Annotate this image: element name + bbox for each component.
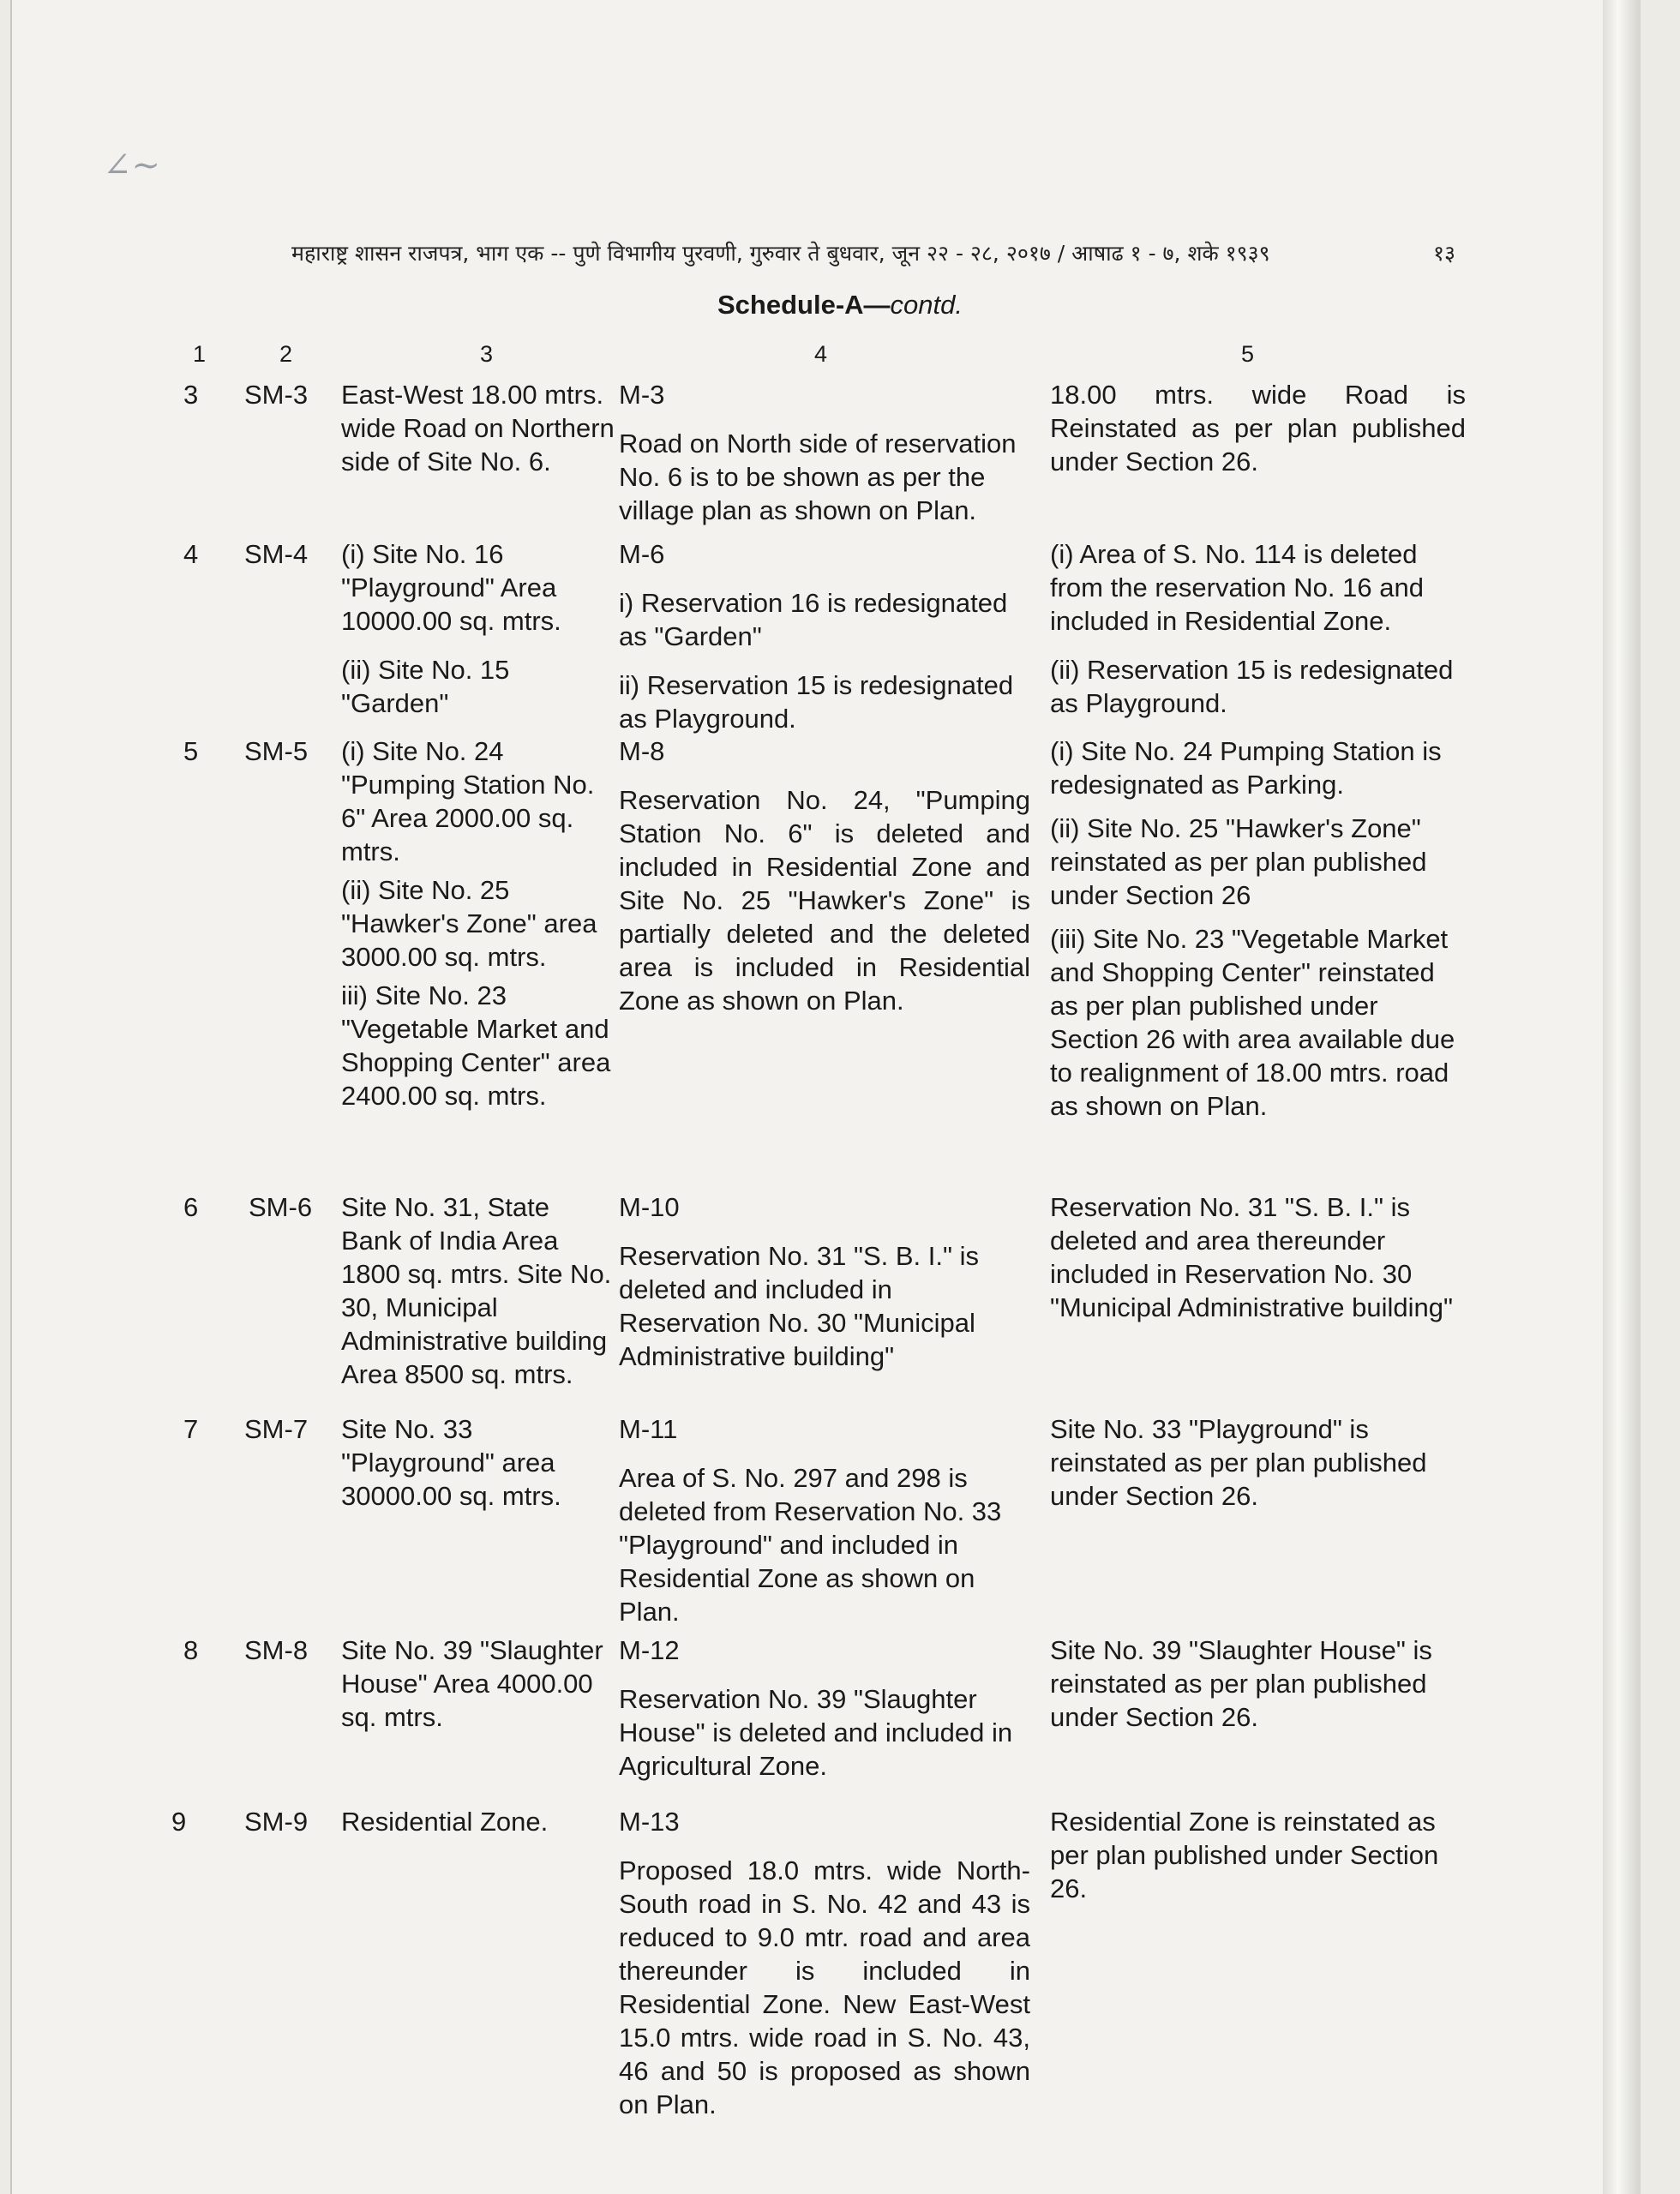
original-site-text xyxy=(341,734,615,1128)
serial-number: 3 xyxy=(183,380,199,410)
original-site-text xyxy=(341,1805,615,1854)
serial-number: 4 xyxy=(183,539,199,569)
sanction-description: Reservation No. 31 "S. B. I." is deleted and area thereunder included in Reservation No. 30 "Municipal Administrative building" xyxy=(1050,1192,1454,1322)
modification-text xyxy=(619,734,1030,1033)
sm-code: SM-4 xyxy=(244,539,309,569)
sanction-description: 18.00 mtrs. wide Road is Reinstated as per plan published under Section 26. xyxy=(1050,380,1466,477)
modification-description: Road on North side of reservation No. 6 is to be shown as per the village plan as shown on Plan. xyxy=(619,429,1017,525)
column-number: 2 xyxy=(279,341,293,367)
original-site-text xyxy=(341,537,615,735)
sanction-description: Site No. 39 "Slaughter House" is reinstated as per plan published under Section 26. xyxy=(1050,1635,1432,1732)
original-site-text xyxy=(341,1412,615,1528)
modification-text xyxy=(619,1634,1030,1798)
sm-code: SM-8 xyxy=(244,1635,309,1665)
modification-description: Proposed 18.0 mtrs. wide North-South road in S. No. 42 and 43 is reduced to 9.0 mtr. road and area thereunder is included in Residential Zone. New East-West 15.0 mtrs. wide road in S. No. 43, 46 and 50 is proposed as shown on Plan. xyxy=(619,1855,1030,2119)
sanction-text xyxy=(1050,1634,1466,1749)
serial-number: 8 xyxy=(183,1635,199,1665)
sm-code: SM-5 xyxy=(244,736,309,766)
modification-code: M-6 xyxy=(619,539,665,569)
modification-text xyxy=(619,1412,1030,1644)
modification-code: M-10 xyxy=(619,1192,680,1222)
page-edge xyxy=(1603,0,1641,2194)
site-description: Site No. 31, State Bank of India Area 1800 sq. mtrs. Site No. 30, Municipal Administrative building Area 8500 sq. mtrs. xyxy=(341,1192,612,1389)
modification-text xyxy=(619,537,1030,751)
site-description: Residential Zone. xyxy=(341,1807,549,1837)
modification-description: Reservation No. 24, "Pumping Station No. 6" is deleted and included in Residential Zone and Site No. 25 "Hawker's Zone" is partially deleted and the deleted area is included in Residential Zone as shown on Plan. xyxy=(619,785,1030,1016)
modification-description: ii) Reservation 15 is redesignated as Playground. xyxy=(619,670,1014,734)
schedule-title xyxy=(0,290,1680,321)
original-site-text xyxy=(341,1190,614,1406)
modification-code: M-13 xyxy=(619,1807,680,1837)
sanction-text xyxy=(1050,1412,1466,1528)
serial-number: 5 xyxy=(183,736,199,766)
running-header: महाराष्ट्र शासन राजपत्र, भाग एक -- पुणे विभागीय पुरवणी, गुरुवार ते बुधवार, जून २२ - २८, २०१७ / आषाढ १ - ७, शके १९३९ xyxy=(291,241,1270,266)
sanction-description: (ii) Reservation 15 is redesignated as Playground. xyxy=(1050,655,1454,718)
site-description: (ii) Site No. 25 "Hawker's Zone" area 3000.00 sq. mtrs. xyxy=(341,875,597,972)
column-number-row xyxy=(0,341,1680,372)
modification-code: M-11 xyxy=(619,1414,678,1444)
site-description: East-West 18.00 mtrs. wide Road on Northern side of Site No. 6. xyxy=(341,380,615,477)
modification-text xyxy=(619,378,1030,543)
column-number: 1 xyxy=(193,341,207,367)
sm-code: SM-6 xyxy=(249,1192,313,1222)
column-number: 5 xyxy=(1241,341,1255,367)
sanction-text xyxy=(1050,734,1466,1138)
original-site-text xyxy=(341,1634,615,1749)
sanction-text xyxy=(1050,1805,1466,1921)
sm-code: SM-9 xyxy=(244,1807,309,1837)
modification-code: M-8 xyxy=(619,736,665,766)
modification-description: i) Reservation 16 is redesignated as "Garden" xyxy=(619,588,1008,651)
original-site-text xyxy=(341,378,615,494)
serial-number: 9 xyxy=(171,1807,187,1837)
site-description: (i) Site No. 24 "Pumping Station No. 6" Area 2000.00 sq. mtrs. xyxy=(341,736,595,866)
site-description: Site No. 39 "Slaughter House" Area 4000.00 sq. mtrs. xyxy=(341,1635,603,1732)
page-number: १३ xyxy=(1433,241,1456,266)
sanction-description: (i) Area of S. No. 114 is deleted from the reservation No. 16 and included in Residential Zone. xyxy=(1050,539,1424,636)
sanction-text xyxy=(1050,1190,1466,1340)
modification-text xyxy=(619,1805,1030,2137)
modification-code: M-3 xyxy=(619,380,665,410)
sanction-description: Site No. 33 "Playground" is reinstated as per plan published under Section 26. xyxy=(1050,1414,1427,1511)
sanction-description: (iii) Site No. 23 "Vegetable Market and Shopping Center" reinstated as per plan published under Section 26 with area available due to realignment of 18.00 mtrs. road as shown on Plan. xyxy=(1050,924,1455,1121)
schedule-title-contd: contd. xyxy=(890,290,963,320)
column-number: 4 xyxy=(814,341,828,367)
column-number: 3 xyxy=(480,341,494,367)
sanction-description: (ii) Site No. 25 "Hawker's Zone" reinstated as per plan published under Section 26 xyxy=(1050,813,1427,910)
modification-description: Area of S. No. 297 and 298 is deleted from Reservation No. 33 "Playground" and included in Residential Zone as shown on Plan. xyxy=(619,1463,1002,1627)
sanction-description: Residential Zone is reinstated as per plan published under Section 26. xyxy=(1050,1807,1439,1903)
modification-text xyxy=(619,1190,1030,1388)
modification-code: M-12 xyxy=(619,1635,680,1665)
serial-number: 7 xyxy=(183,1414,199,1444)
site-description: iii) Site No. 23 "Vegetable Market and Shopping Center" area 2400.00 sq. mtrs. xyxy=(341,980,611,1111)
sanction-text xyxy=(1050,378,1466,494)
site-description: Site No. 33 "Playground" area 30000.00 sq. mtrs. xyxy=(341,1414,561,1511)
sm-code: SM-7 xyxy=(244,1414,309,1444)
schedule-title-main: Schedule-A— xyxy=(717,290,891,320)
site-description: (ii) Site No. 15 "Garden" xyxy=(341,655,510,718)
sanction-text xyxy=(1050,537,1466,735)
site-description: (i) Site No. 16 "Playground" Area 10000.00 sq. mtrs. xyxy=(341,539,561,636)
pen-mark: ∠~ xyxy=(103,146,161,185)
sm-code: SM-3 xyxy=(244,380,309,410)
modification-description: Reservation No. 31 "S. B. I." is deleted and included in Reservation No. 30 "Municipal Administrative building" xyxy=(619,1241,980,1371)
modification-description: Reservation No. 39 "Slaughter House" is deleted and included in Agricultural Zone. xyxy=(619,1684,1013,1781)
serial-number: 6 xyxy=(183,1192,199,1222)
sanction-description: (i) Site No. 24 Pumping Station is redesignated as Parking. xyxy=(1050,736,1442,800)
